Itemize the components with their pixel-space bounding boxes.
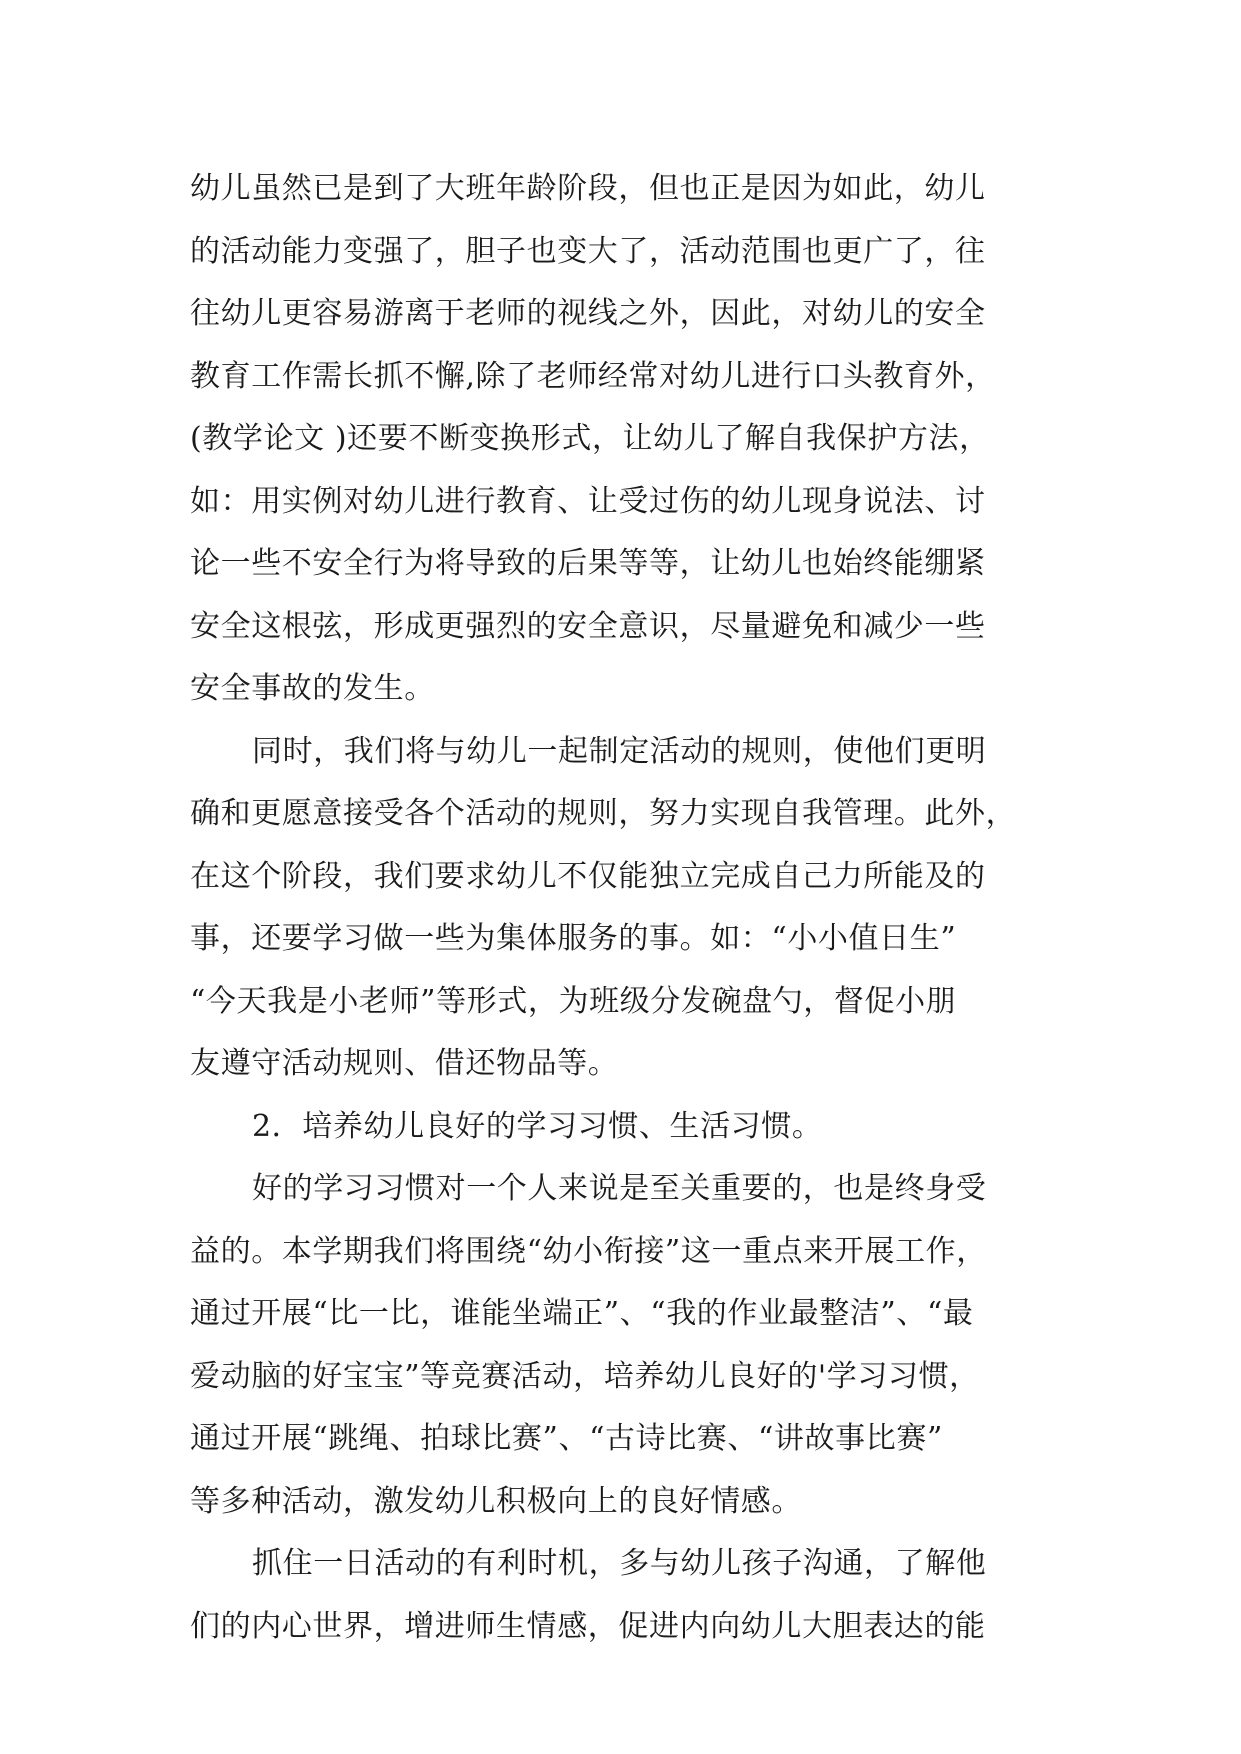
text-line: “今天我是小老师”等形式，为班级分发碗盘勺，督促小朋 — [190, 983, 957, 1019]
text-line: 论一些不安全行为将导致的后果等等，让幼儿也始终能绷紧 — [190, 546, 986, 581]
text-line: 安全事故的发生。 — [190, 671, 435, 706]
text-line: 的活动能力变强了，胆子也变大了，活动范围也更广了，往 — [190, 233, 986, 269]
text-line: 教育工作需长抓不懈,除了老师经常对幼儿进行口头教育外， — [190, 358, 996, 394]
text-line: 安全这根弦，形成更强烈的安全意识，尽量避免和减少一些 — [190, 608, 986, 644]
text-line: 如：用实例对幼儿进行教育、让受过伤的幼儿现身说法、讨 — [190, 483, 986, 519]
text-line: 益的。本学期我们将围绕“幼小衔接”这一重点来开展工作， — [190, 1233, 987, 1269]
text-line: 在这个阶段，我们要求幼儿不仅能独立完成自己力所能及的 — [190, 858, 986, 894]
section-heading: 2．培养幼儿良好的学习习惯、生活习惯。 — [252, 1108, 823, 1144]
paragraph-start-line: 抓住一日活动的有利时机，多与幼儿孩子沟通，了解他 — [252, 1546, 987, 1581]
text-line: 等多种活动，激发幼儿积极向上的良好情感。 — [190, 1483, 802, 1519]
text-line: 事，还要学习做一些为集体服务的事。如：“小小值日生” — [190, 921, 957, 956]
paragraph-start-line: 好的学习习惯对一个人来说是至关重要的，也是终身受 — [252, 1171, 987, 1206]
text-line: 爱动脑的好宝宝”等竞赛活动，培养幼儿良好的'学习习惯， — [190, 1358, 980, 1394]
text-line: 往幼儿更容易游离于老师的视线之外，因此，对幼儿的安全 — [190, 296, 986, 331]
text-line: 通过开展“比一比，谁能坐端正”、“我的作业最整洁”、“最 — [190, 1296, 974, 1331]
text-line: (教学论文 )还要不断变换形式，让幼儿了解自我保护方法， — [190, 421, 990, 456]
text-line: 确和更愿意接受各个活动的规则，努力实现自我管理。此外， — [190, 796, 1017, 831]
text-line: 友遵守活动规则、借还物品等。 — [190, 1046, 619, 1081]
text-line: 幼儿虽然已是到了大班年龄阶段，但也正是因为如此，幼儿 — [190, 171, 986, 206]
paragraph-start-line: 同时，我们将与幼儿一起制定活动的规则，使他们更明 — [252, 733, 987, 769]
text-line: 通过开展“跳绳、拍球比赛”、“古诗比赛、“讲故事比赛” — [190, 1421, 943, 1456]
body-text — [190, 158, 1050, 1658]
text-line: 们的内心世界，增进师生情感，促进内向幼儿大胆表达的能 — [190, 1608, 986, 1644]
